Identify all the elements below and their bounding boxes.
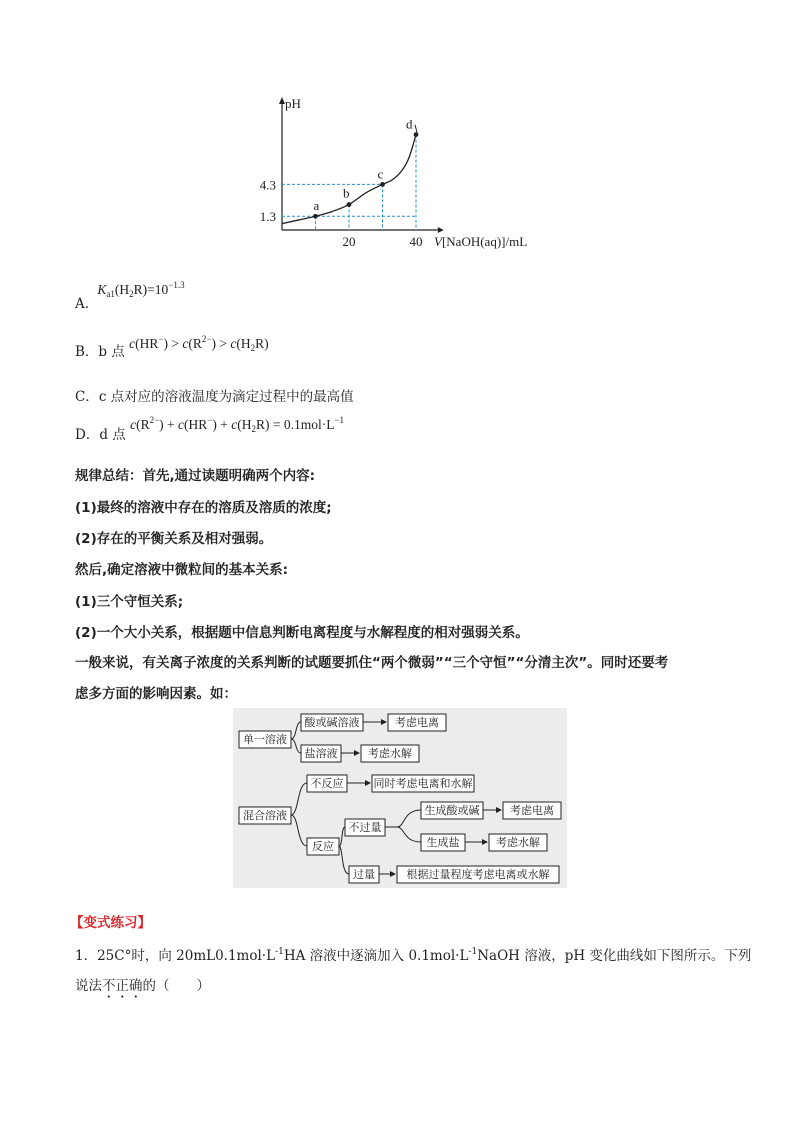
summary-line-8: 虑多方面的影响因素。如： <box>75 686 237 702</box>
option-b-formula: $c(HR^-) > c(R^{2-}) > c(H_2R)$ <box>129 334 269 353</box>
a-rhs-exponent: −1.3 <box>168 280 185 290</box>
q1-part-3: NaOH 溶液，pH 变化曲线如下图所示。下列 <box>477 948 752 964</box>
label-salt-solution: 盐溶液 <box>304 748 338 760</box>
summary-line-2: (1)最终的溶液中存在的溶质及溶质的浓度; <box>75 500 332 516</box>
chart-layer <box>260 96 527 249</box>
option-c: C．c 点对应的溶液温度为滴定过程中的最高值 <box>75 389 354 405</box>
point-label-d: d <box>406 116 413 132</box>
k-subscript: a1 <box>106 289 115 299</box>
q1-sup-1: -1 <box>275 947 284 957</box>
k-symbol: K <box>97 282 107 297</box>
b-species-2-charge: 2− <box>201 334 212 344</box>
d-species-1: R <box>140 417 150 432</box>
option-d-label: D．d 点 <box>75 427 126 443</box>
label-acid-base: 酸或碱溶液 <box>304 717 360 729</box>
summary-line-6: (2)一个大小关系，根据题中信息判断电离程度与水解程度的相对强弱关系。 <box>75 625 529 641</box>
summary-line-3: (2)存在的平衡关系及相对强弱。 <box>75 531 273 547</box>
point-label-a: a <box>313 198 320 214</box>
d-rhs: = 0.1mol·L <box>272 417 335 432</box>
titration-curve-chart <box>240 88 570 258</box>
label-no-reaction: 不反应 <box>310 778 344 790</box>
point-label-c: c <box>377 166 384 182</box>
c-symbol: c <box>178 417 185 432</box>
emphasis-char: 确 <box>129 978 143 994</box>
label-consider-hydrolysis: 考虑水解 <box>368 748 412 760</box>
question-1-line-2 <box>75 974 210 994</box>
y-tick-4.3: 4.3 <box>259 177 276 193</box>
label-consider-ionization-2: 考虑电离 <box>510 805 554 817</box>
point-a <box>313 214 318 219</box>
x-tick-20: 20 <box>342 234 356 249</box>
option-b <box>75 332 269 360</box>
d-species-2-charge: − <box>207 415 213 425</box>
label-mixed-solution: 混合溶液 <box>243 810 287 822</box>
d-rhs-exponent: −1 <box>334 415 345 425</box>
x-axis-label: V[NaOH(aq)]/mL <box>434 234 528 249</box>
c-symbol: c <box>231 417 238 432</box>
summary-line-4: 然后,确定溶液中微粒间的基本关系: <box>75 562 289 578</box>
point-label-b: b <box>343 185 350 201</box>
label-not-excess: 不过量 <box>348 822 382 834</box>
option-d <box>75 413 345 443</box>
d-species-3-rest: R <box>255 417 265 432</box>
label-single-solution: 单一溶液 <box>243 734 287 746</box>
summary-line-1: 规律总结：首先,通过读题明确两个内容: <box>75 468 316 484</box>
point-d <box>414 132 419 137</box>
h-symbol: H <box>119 282 130 297</box>
x-axis-arrow <box>438 227 444 233</box>
y-tick-1.3: 1.3 <box>259 209 276 225</box>
y-axis-label: pH <box>285 96 301 111</box>
option-a-formula: $K_{a1}(H_2R)=10^{-1.3}$ <box>97 280 185 299</box>
label-consider-ionization: 考虑电离 <box>395 717 439 729</box>
question-1-line-1 <box>75 944 751 964</box>
label-both: 同时考虑电离和水解 <box>373 778 473 790</box>
q1-emphasis-not-correct <box>102 978 143 994</box>
h-subscript: 2 <box>129 289 134 299</box>
d-species-1-charge: 2− <box>149 415 160 425</box>
option-a <box>75 280 185 312</box>
x-tick-40: 40 <box>409 234 423 249</box>
point-b <box>347 202 352 207</box>
label-consider-hydrolysis-2: 考虑水解 <box>496 837 540 849</box>
curve-end-arrow <box>415 125 417 133</box>
practice-heading: 【变式练习】 <box>70 915 151 931</box>
q1-line2-end: 的（ ） <box>142 978 210 994</box>
point-c <box>380 182 385 187</box>
emphasis-char: 不 <box>102 978 116 994</box>
d-species-2: HR <box>188 417 208 432</box>
b-species-3-subscript: 2 <box>250 343 256 353</box>
c-symbol: c <box>182 336 189 351</box>
b-species-3-rest: R <box>255 336 265 351</box>
label-gen-salt: 生成盐 <box>426 837 460 849</box>
summary-line-7: 一般来说，有关离子浓度的关系判断的试题要抓住“两个微弱”“三个守恒”“分清主次”。同时还要考 <box>75 655 669 671</box>
q1-line2-start: 说法 <box>75 978 102 994</box>
label-gen-acid-base: 生成酸或碱 <box>424 805 480 817</box>
b-species-3: H <box>240 336 251 351</box>
q1-part-1: 1．25C°时，向 20mL0.1mol·L <box>75 948 276 964</box>
solution-flowchart <box>233 708 567 888</box>
label-excess: 过量 <box>353 869 375 881</box>
d-species-3: H <box>241 417 252 432</box>
b-species-1-charge: − <box>158 334 164 344</box>
d-species-3-subscript: 2 <box>251 424 256 434</box>
c-symbol: c <box>130 417 137 432</box>
emphasis-char: 正 <box>115 978 129 994</box>
label-by-excess: 根据过量程度考虑电离或水解 <box>406 869 550 881</box>
q1-part-2: HA 溶液中逐滴加入 0.1mol·L <box>283 948 469 964</box>
b-species-1: HR <box>139 336 159 351</box>
option-a-label: A. <box>75 296 90 312</box>
b-species-2: R <box>192 336 202 351</box>
option-b-label: B．b 点 <box>75 344 125 360</box>
c-symbol: c <box>230 336 237 351</box>
q1-sup-2: -1 <box>468 947 478 957</box>
c-symbol: c <box>129 336 136 351</box>
option-d-formula: $c(R^{2-}) + c(HR^-) + c(H_2R) = 0.1mol\cdot L^{-1}$ <box>130 415 345 434</box>
a-rhs: =10 <box>147 282 169 297</box>
r-symbol: R <box>133 282 143 297</box>
label-reaction: 反应 <box>312 841 334 853</box>
summary-line-5: (1)三个守恒关系; <box>75 594 184 610</box>
